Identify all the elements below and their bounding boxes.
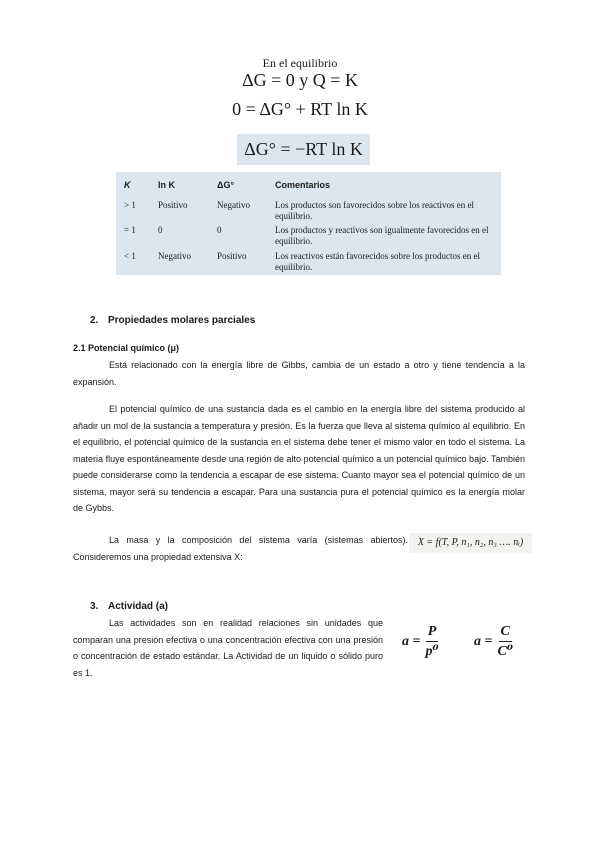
section-2-heading [90, 315, 255, 326]
section-3-title: Actividad (a) [108, 601, 169, 612]
table-cell: Negativo [217, 200, 250, 210]
formula-activity-pressure [402, 624, 439, 660]
table-cell: 0 [158, 225, 163, 235]
table-header-lnk: ln K [158, 180, 175, 190]
subsection-2-1-heading: 2.1 Potencial químico (μ) [73, 343, 180, 353]
equilibrium-title: En el equilibrio [262, 56, 338, 70]
section-2-number: 2. [90, 315, 99, 326]
table-cell: Positivo [217, 251, 247, 261]
fraction-denominator: C⁰ [497, 644, 513, 659]
table-cell: Negativo [158, 251, 191, 261]
section-2-title: Propiedades molares parciales [108, 315, 256, 326]
paragraph-activity: Las actividades son en realidad relaciones sin unidades que comparan una presión efectiva o una concentración efectiva con una presión o concentración de estado estándar. La Actividad de un liquido o sólido puro es 1. [73, 618, 383, 678]
equilibrium-table [116, 172, 501, 275]
fraction [497, 624, 512, 660]
fraction [425, 624, 438, 660]
equation-equilibrium-conditions: ΔG = 0 y Q = K [242, 70, 358, 90]
section-3-heading [90, 601, 168, 612]
table-cell: Los reactivos están favorecidos sobre los productos en el equilibrio. [275, 251, 480, 272]
table-cell: = 1 [124, 225, 136, 235]
equation-boxed-standard-gibbs: ΔG° = −RT ln K [237, 134, 370, 165]
table-cell: Positivo [158, 200, 188, 210]
paragraph-open-systems: La masa y la composición del sistema varía (sistemas abiertos). Consideremos una propiedad extensiva X: [73, 535, 408, 562]
formula-extensive-property: X = f(T, P, n₁, n₂, n₃ …. nᵢ) [409, 533, 532, 553]
fraction-numerator: P [426, 624, 439, 642]
section-3-number: 3. [90, 601, 99, 612]
table-cell: Los productos y reactivos son igualmente favorecidos en el equilibrio. [275, 225, 489, 246]
table-header-comments: Comentarios [275, 180, 331, 190]
paragraph-chemical-potential-definition: El potencial químico de una sustancia dada es el cambio en la energía libre del sistema producido al añadir un mol de la sustancia a temperatura y presión. Es la fuerza que lleva al sistema químico al equilibrio. En el equilibrio, el potencial químico de la sustancia en el sistema debe tener el mismo valor en todo el sistema. La materia fluye espontáneamente desde una región de alto potencial químico a un potencial químico bajo. También puede considerarse como la tendencia a escapar de ese sistema. Cuanto mayor sea el potencial químico de un sistema, mayor será su tendencia a escapar. Para una sustancia pura el potencial químico es la energía molar de Gybbs. [73, 404, 525, 513]
formula-lhs: a = [474, 634, 493, 649]
table-header-k: K [124, 180, 131, 190]
table-header-deltag: ΔG° [217, 180, 235, 190]
table-cell: < 1 [124, 251, 136, 261]
fraction-denominator: p⁰ [425, 644, 439, 659]
table-cell: > 1 [124, 200, 136, 210]
fraction-numerator: C [499, 624, 512, 642]
formula-lhs: a = [402, 634, 421, 649]
formula-activity-concentration [474, 624, 513, 660]
table-cell: Los productos son favorecidos sobre los reactivos en el equilibrio. [275, 200, 474, 221]
paragraph-chemical-potential-intro: Está relacionado con la energía libre de Gibbs, cambia de un estado a otro y tiene tendencia a la expansión. [73, 360, 525, 387]
table-cell: 0 [217, 225, 222, 235]
equation-gibbs-equilibrium: 0 = ΔG° + RT ln K [232, 99, 368, 119]
